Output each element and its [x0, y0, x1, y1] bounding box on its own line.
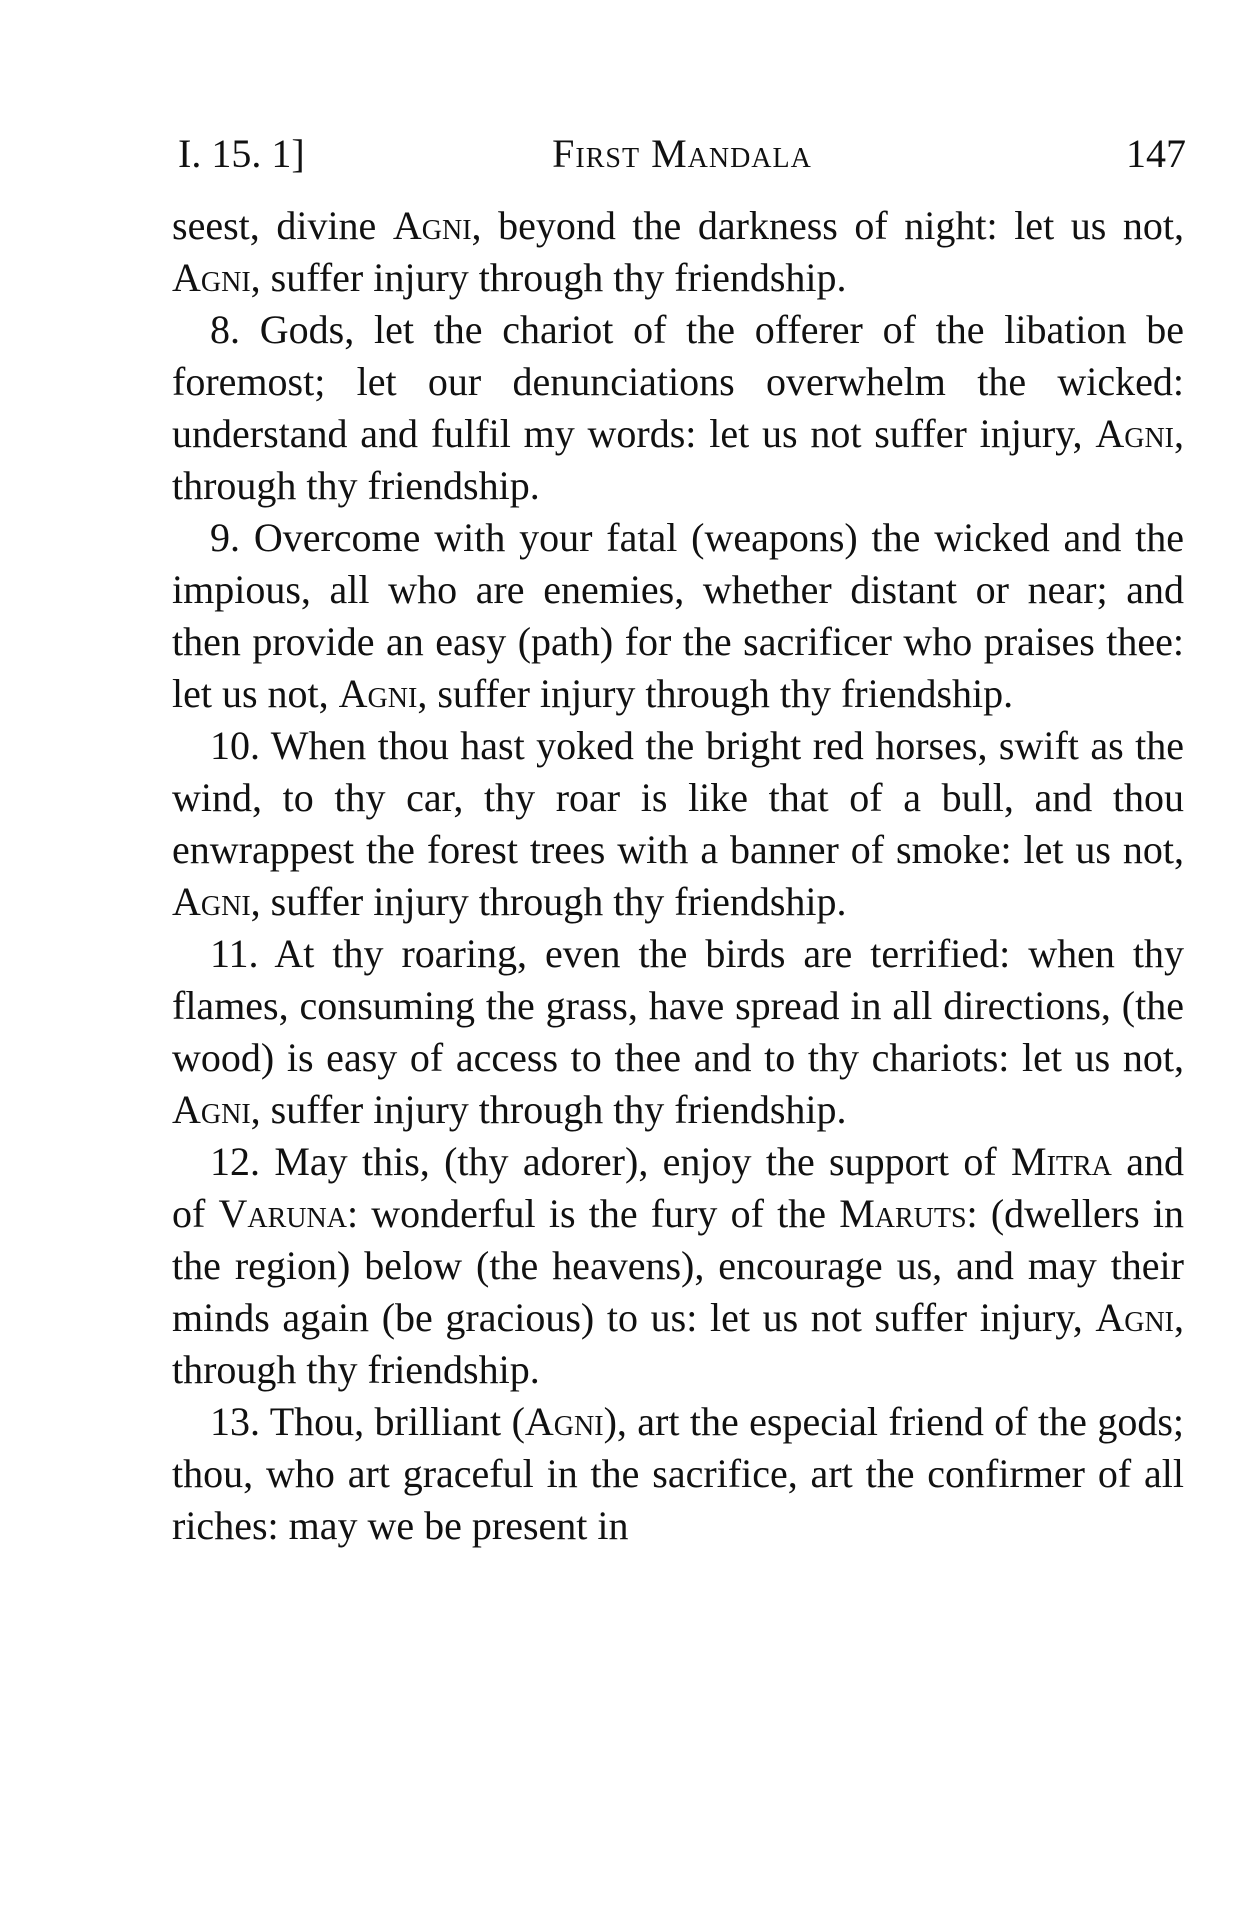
- text-run: : (dwellers in the region) below (the heavens), encourage us, and may their minds again (be gracious) to us: let us not suffer injury,: [172, 1191, 1184, 1340]
- verse-8: [172, 304, 1184, 512]
- proper-name: Agni: [1095, 411, 1174, 456]
- page-number: 147: [1126, 131, 1186, 176]
- proper-name: Agni: [172, 255, 251, 300]
- text-run: , suffer injury through thy friendship.: [250, 1087, 847, 1132]
- proper-name: Agni: [1095, 1295, 1174, 1340]
- text-run: seest, divine: [172, 203, 393, 248]
- verse-12: [172, 1136, 1184, 1396]
- verse-9: [172, 512, 1184, 720]
- text-run: 9. Overcome with your fatal (weapons) the wicked and the impious, all who are enemies, whether distant or near; and then provide an easy (path) for the sacrificer who praises thee: let us not,: [172, 515, 1184, 716]
- text-run: 8. Gods, let the chariot of the offerer of the libation be foremost; let our denunciations overwhelm the wicked: understand and fulfil my words: let us not suffer injury,: [172, 307, 1184, 456]
- section-reference: I. 15. 1]: [178, 131, 305, 176]
- proper-name: Agni: [172, 879, 251, 924]
- text-run: , suffer injury through thy friendship.: [417, 671, 1014, 716]
- text-run: 13. Thou, brilliant (: [210, 1399, 525, 1444]
- text-run: 10. When thou hast yoked the bright red horses, swift as the wind, to thy car, thy roar is like that of a bull, and thou enwrappest the forest trees with a banner of smoke: let us not,: [172, 723, 1184, 872]
- proper-name: Agni: [524, 1399, 604, 1444]
- verse-13: [172, 1396, 1184, 1552]
- text-run: ), art the especial friend of the gods; thou, who art graceful in the sacrifice, art the confirmer of all riches: may we be present in: [172, 1399, 1184, 1548]
- text-run: , through thy friendship.: [172, 411, 1184, 508]
- text-run: , suffer injury through thy friendship.: [250, 255, 847, 300]
- verse-10: [172, 720, 1184, 928]
- text-run: 11. At thy roaring, even the birds are terrified: when thy flames, consuming the grass, have spread in all directions, (the wood) is easy of access to thee and to thy chariots: let us not,: [172, 931, 1184, 1080]
- proper-name: Mitra: [1011, 1139, 1112, 1184]
- paragraph-continuation: [172, 200, 1184, 304]
- proper-name: Agni: [172, 1087, 251, 1132]
- proper-name: Agni: [338, 671, 418, 716]
- text-run: and of: [172, 1139, 1184, 1236]
- text-run: , suffer injury through thy friendship.: [250, 879, 847, 924]
- proper-name: Varuna: [218, 1191, 347, 1236]
- text-run: : wonderful is the fury of the: [346, 1191, 840, 1236]
- proper-name: Maruts: [839, 1191, 967, 1236]
- running-head: [178, 124, 1186, 184]
- running-title: First Mandala: [552, 131, 812, 176]
- verse-11: [172, 928, 1184, 1136]
- text-run: , through thy friendship.: [172, 1295, 1184, 1392]
- body-text: [172, 200, 1184, 1552]
- proper-name: Agni: [392, 203, 472, 248]
- text-run: , beyond the darkness of night: let us not,: [471, 203, 1184, 248]
- text-run: 12. May this, (thy adorer), enjoy the support of: [210, 1139, 1012, 1184]
